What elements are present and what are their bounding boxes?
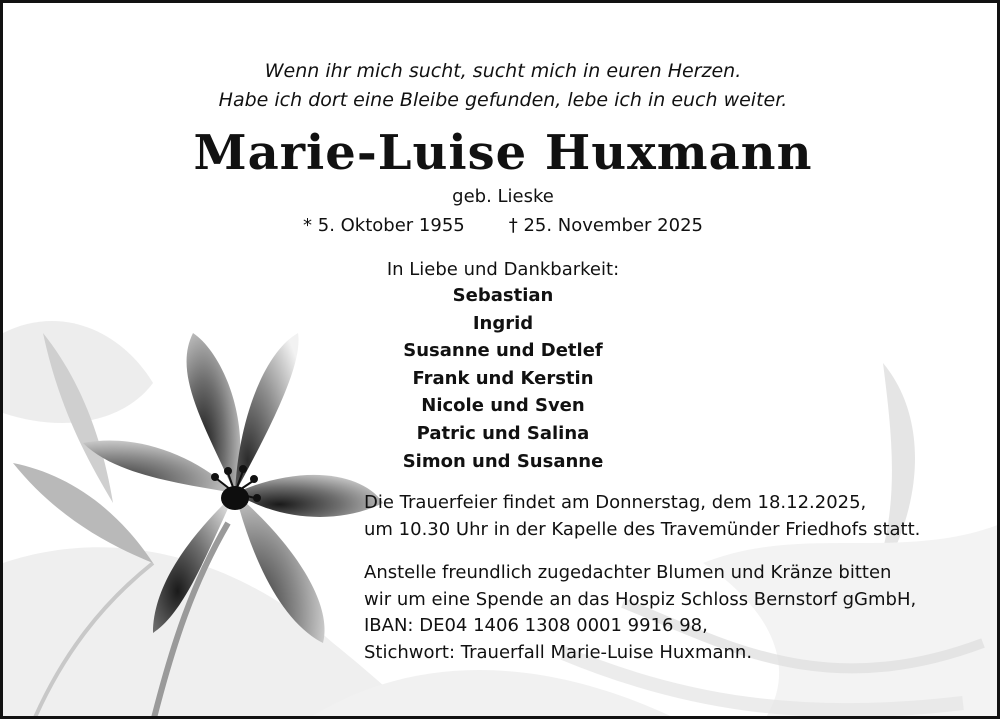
verse-line: Habe ich dort eine Bleibe gefunden, lebe ich in euch weiter. [218, 89, 788, 111]
iban: IBAN: DE04 1406 1308 0001 9916 98, [364, 615, 708, 636]
mourner-name: Ingrid [472, 312, 534, 334]
keyword: Stichwort: Trauerfall Marie-Luise Huxmann. [364, 641, 753, 663]
mourner-name: Sebastian [452, 285, 554, 306]
funeral-info [364, 490, 974, 543]
mourner-name: Simon und Susanne [402, 450, 604, 472]
life-dates [3, 213, 1000, 239]
donation-line: Anstelle freundlich zugedachter Blumen und Kränze bitten [364, 562, 892, 583]
maiden-name: geb. Lieske [452, 186, 554, 207]
death-date: † 25. November 2025 [508, 215, 703, 236]
mourner-name: Frank und Kerstin [412, 367, 594, 389]
funeral-line: um 10.30 Uhr in der Kapelle des Travemünder Friedhofs statt. [364, 518, 921, 540]
verse-line: Wenn ihr mich sucht, sucht mich in euren Herzen. [264, 60, 742, 82]
funeral-line: Die Trauerfeier findet am Donnerstag, dem 18.12.2025, [364, 492, 867, 513]
mourners-list [3, 282, 1000, 475]
donation-info [364, 560, 974, 666]
mourner-name: Nicole und Sven [421, 395, 585, 417]
birth-date: * 5. Oktober 1955 [303, 215, 465, 236]
dedication: In Liebe und Dankbarkeit: [386, 259, 620, 280]
mourner-name: Susanne und Detlef [403, 340, 603, 362]
deceased-name: Marie-Luise Huxmann [193, 125, 813, 181]
donation-line: wir um eine Spende an das Hospiz Schloss Bernstorf gGmbH, [364, 588, 917, 610]
mourner-name: Patric und Salina [416, 422, 590, 444]
verse [3, 57, 1000, 115]
